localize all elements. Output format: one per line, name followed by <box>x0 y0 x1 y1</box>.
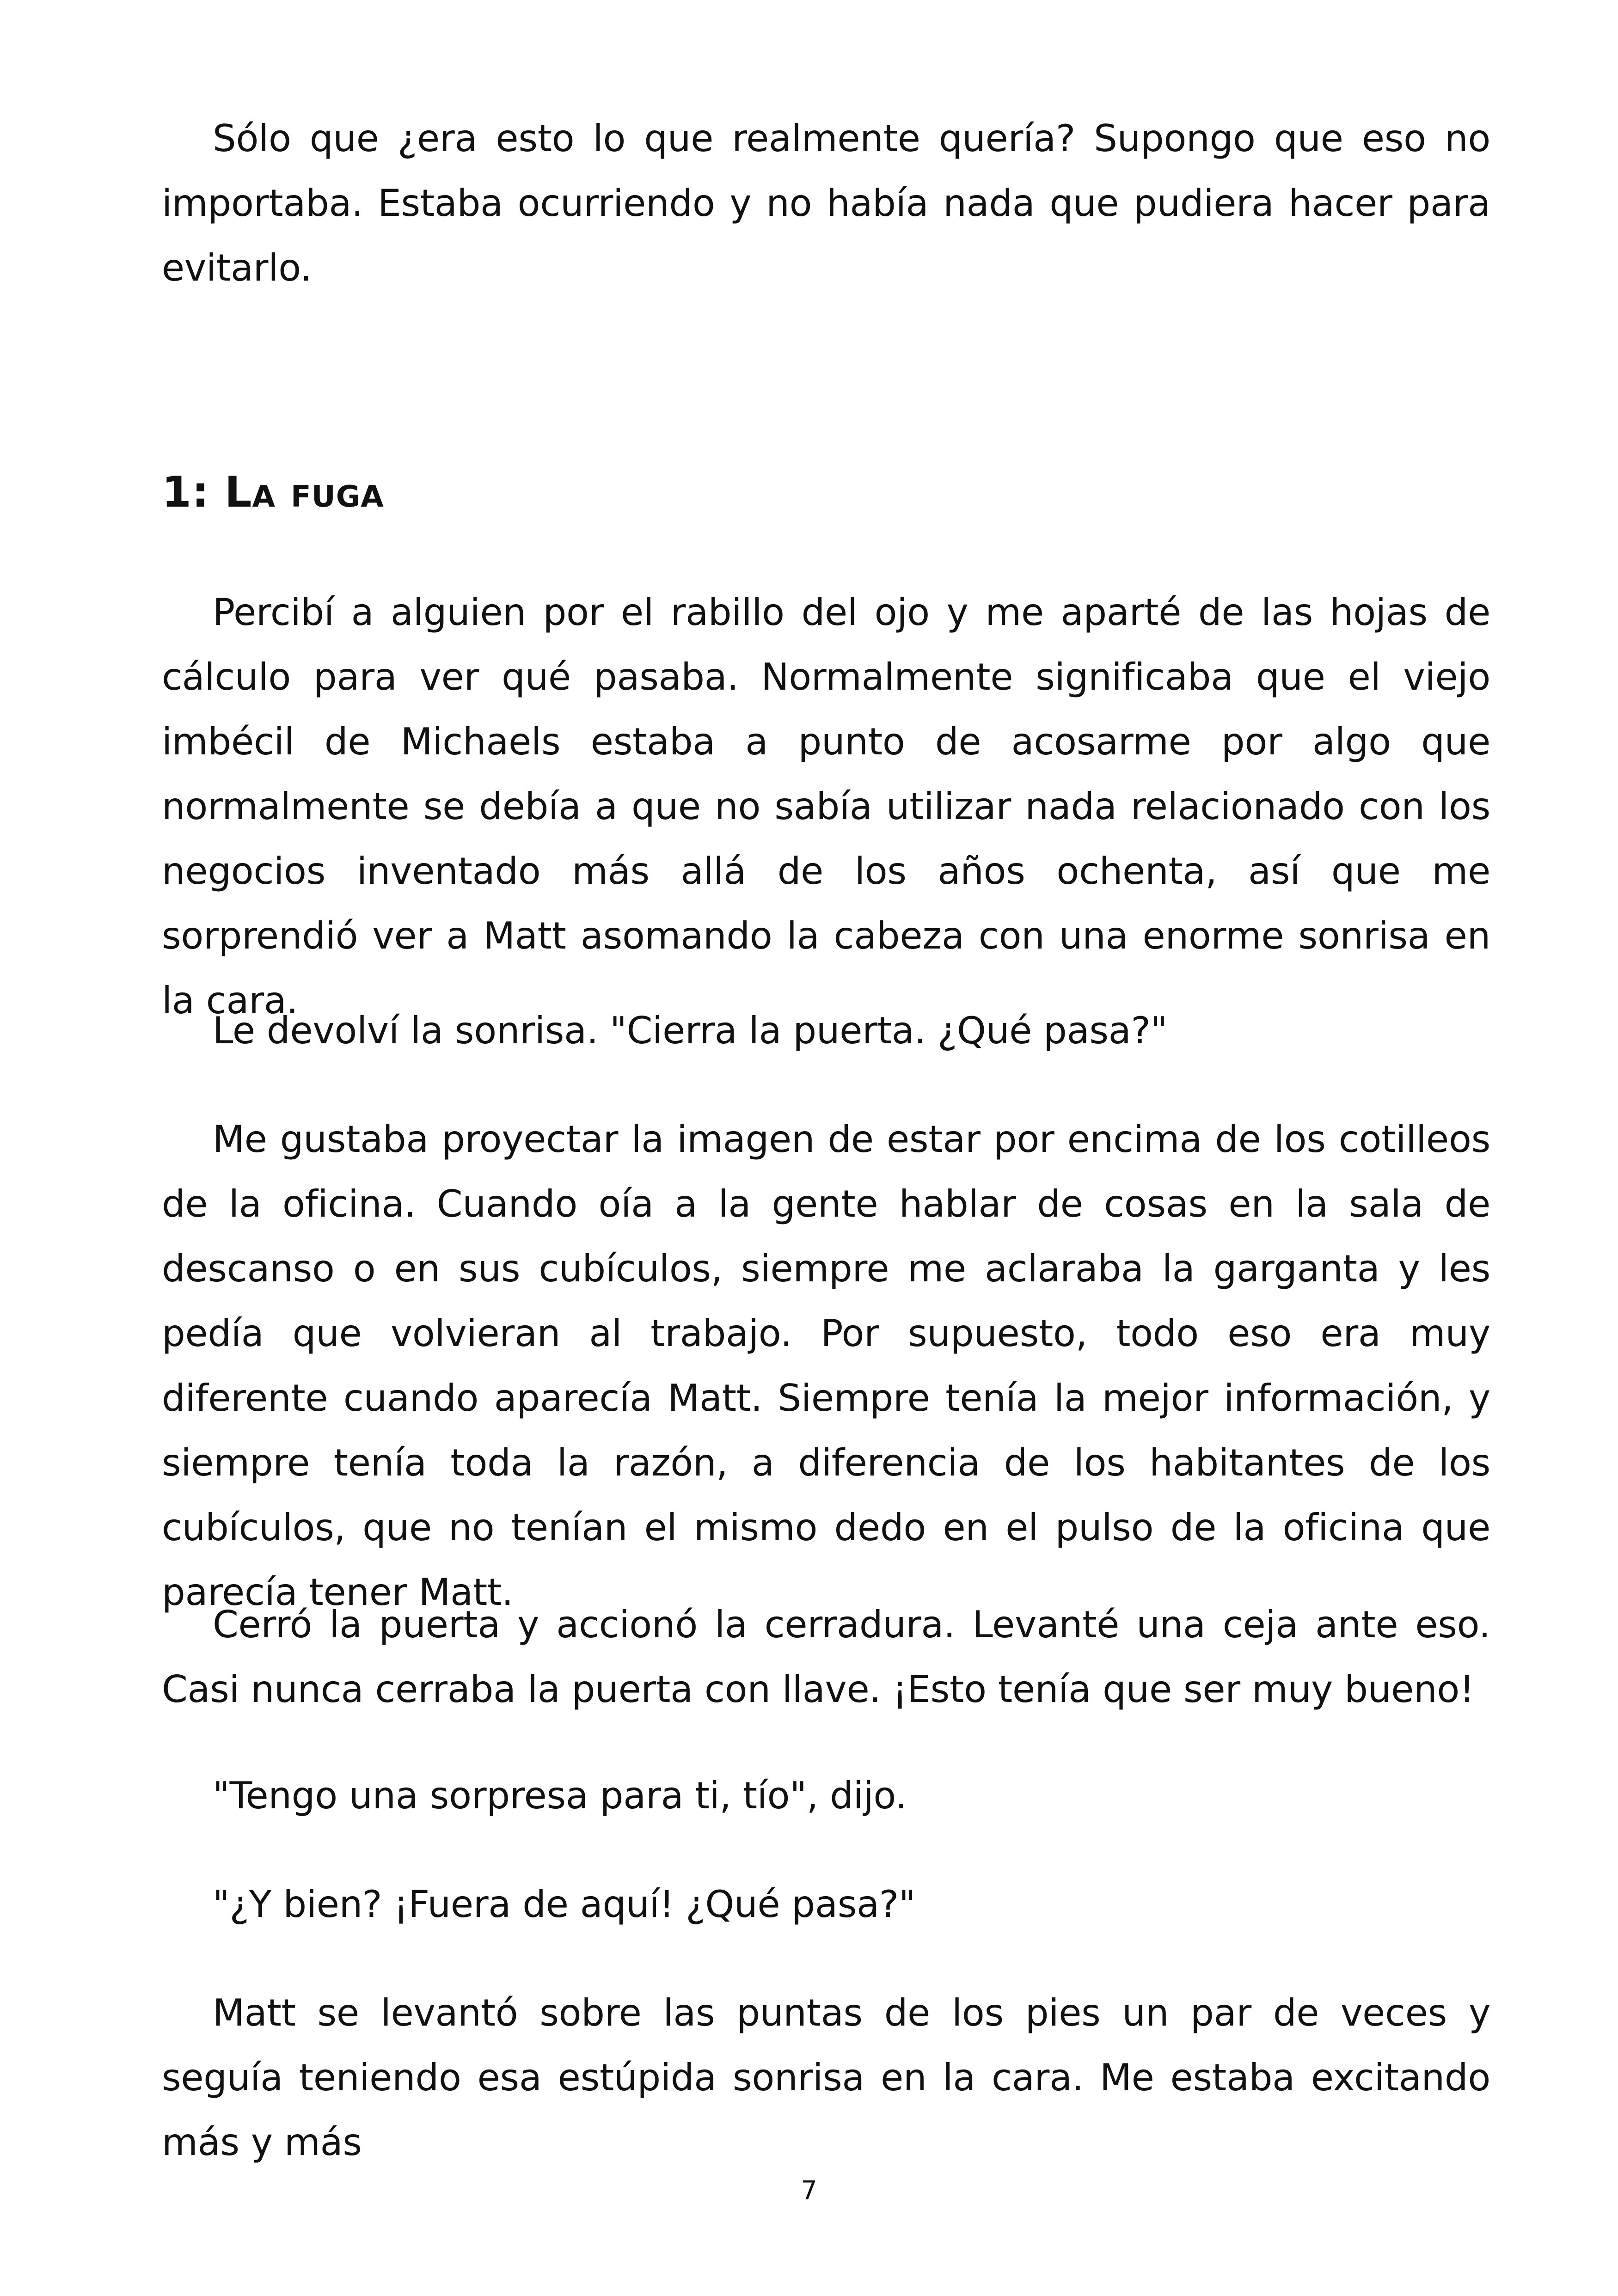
paragraph-4: Cerró la puerta y accionó la cerradura. Levanté una ceja ante eso. Casi nunca cerraba la puerta con llave. ¡Esto tenía que ser muy bueno! <box>162 1603 1490 1711</box>
page-number: 7 <box>801 2176 817 2206</box>
paragraph-2: Le devolví la sonrisa. "Cierra la puerta. ¿Qué pasa?" <box>213 1009 1168 1052</box>
chapter-number: 1: <box>162 467 209 517</box>
chapter-title-first-letter: L <box>224 467 252 517</box>
paragraph-3: Me gustaba proyectar la imagen de estar por encima de los cotilleos de la oficina. Cuando oía a la gente hablar de cosas en la sala de descanso o en sus cubículos, siempre me aclaraba la garganta y les pedía que volvieran al trabajo. Por supuesto, todo eso era muy diferente cuando aparecía Matt. Siempre tenía la mejor información, y siempre tenía toda la razón, a diferencia de los habitantes de los cubículos, que no tenían el mismo dedo en el pulso de la oficina que parecía tener Matt. <box>162 1118 1490 1614</box>
chapter-heading <box>162 462 384 522</box>
paragraph-6: "¿Y bien? ¡Fuera de aquí! ¿Qué pasa?" <box>213 1883 916 1926</box>
paragraph-5: "Tengo una sorpresa para ti, tío", dijo. <box>213 1774 907 1817</box>
chapter-title-rest: a fuga <box>252 467 384 517</box>
prologue-closing-paragraph: Sólo que ¿era esto lo que realmente quería? Supongo que eso no importaba. Estaba ocurriendo y no había nada que pudiera hacer para evitarlo. <box>162 117 1490 289</box>
paragraph-7: Matt se levantó sobre las puntas de los pies un par de veces y seguía teniendo esa estúpida sonrisa en la cara. Me estaba excitando más y más <box>162 1991 1490 2164</box>
paragraph-1: Percibí a alguien por el rabillo del ojo y me aparté de las hojas de cálculo para ver qué pasaba. Normalmente significaba que el viejo imbécil de Michaels estaba a punto de acosarme por algo que normalmente se debía a que no sabía utilizar nada relacionado con los negocios inventado más allá de los años ochenta, así que me sorprendió ver a Matt asomando la cabeza con una enorme sonrisa en la cara. <box>162 591 1490 1022</box>
